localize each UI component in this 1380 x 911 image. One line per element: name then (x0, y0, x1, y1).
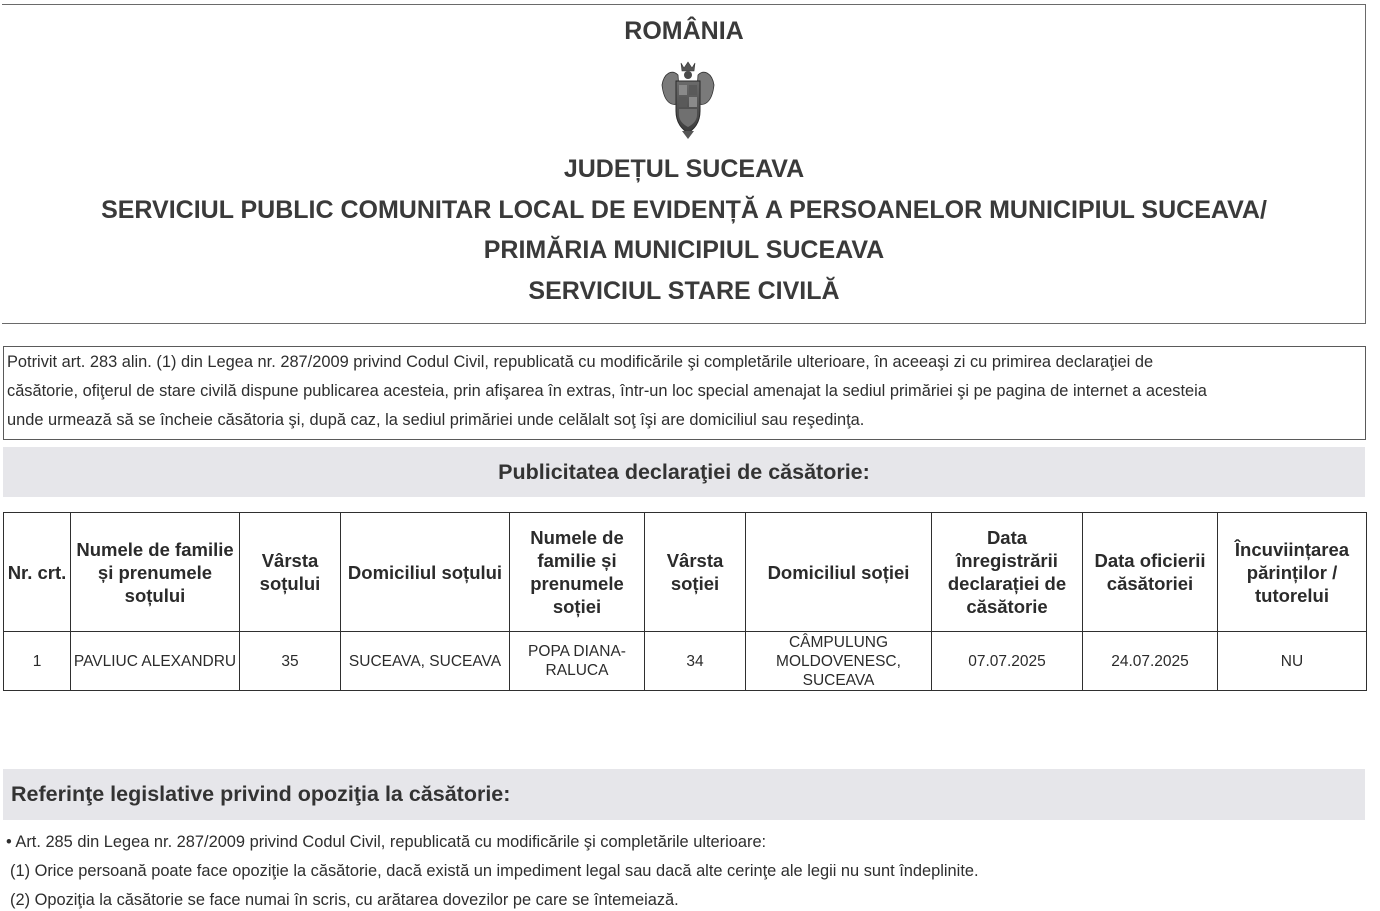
column-header: Vârsta soției (645, 513, 746, 632)
column-header: Domiciliul soției (746, 513, 932, 632)
column-header: Încuviințarea părinților / tutorelui (1218, 513, 1367, 632)
intro-line-1: Potrivit art. 283 alin. (1) din Legea nr. 287/2009 privind Codul Civil, republicată cu modificările şi completările ulterioare, în aceeaşi zi cu primirea declaraţiei de (7, 353, 1154, 371)
table-header-row (4, 513, 1367, 632)
reference-item: (2) Opoziţia la căsătorie se face numai în scris, cu arătarea dovezilor pe care se întemeiază. (10, 891, 679, 909)
table-cell: 1 (4, 632, 71, 691)
column-header: Data oficierii căsătoriei (1083, 513, 1218, 632)
table-cell: 24.07.2025 (1083, 632, 1218, 691)
table-row (4, 632, 1367, 691)
column-header: Numele de familie și prenumele soției (510, 513, 645, 632)
legal-intro-paragraph (3, 346, 1366, 440)
table-cell: 34 (645, 632, 746, 691)
references-section-band (3, 769, 1365, 820)
service-title-line2: PRIMĂRIA MUNICIPIUL SUCEAVA (483, 236, 885, 264)
department-title: SERVICIUL STARE CIVILĂ (528, 277, 840, 305)
table-cell: PAVLIUC ALEXANDRU (71, 632, 240, 691)
service-title-line1: SERVICIUL PUBLIC COMUNITAR LOCAL DE EVIDENȚĂ A PERSOANELOR MUNICIPIUL SUCEAVA/ (101, 196, 1267, 224)
reference-item: (1) Orice persoană poate face opoziţie la căsătorie, dacă există un impediment legal sau dacă alte cerinţe ale legii nu sunt îndeplinite. (10, 862, 979, 880)
declaration-section-band (3, 447, 1365, 497)
table-cell: 07.07.2025 (932, 632, 1083, 691)
intro-line-2: căsătorie, ofiţerul de stare civilă dispune publicarea acesteia, prin afişarea în extras, într-un loc special amenajat la sediul primăriei şi pe pagina de internet a acesteia (7, 382, 1207, 400)
table-cell: CÂMPULUNG MOLDOVENESC, SUCEAVA (746, 632, 932, 691)
column-header: Data înregistrării declarației de căsătorie (932, 513, 1083, 632)
table-cell: POPA DIANA-RALUCA (510, 632, 645, 691)
table-cell: 35 (240, 632, 341, 691)
intro-line-3: unde urmează să se încheie căsătoria şi, după caz, la sediul primăriei unde celălalt soţ îşi are domiciliul sau reşedinţa. (7, 411, 865, 429)
country-title: ROMÂNIA (624, 17, 744, 45)
references-section-title: Referinţe legislative privind opoziţia la căsătorie: (11, 782, 511, 806)
declaration-table (3, 512, 1367, 691)
column-header: Vârsta soțului (240, 513, 341, 632)
declaration-section-title: Publicitatea declaraţiei de căsătorie: (498, 460, 870, 484)
romanian-coat-of-arms-icon (660, 59, 716, 141)
table-cell: SUCEAVA, SUCEAVA (341, 632, 510, 691)
county-title: JUDEȚUL SUCEAVA (563, 155, 805, 183)
reference-item: • Art. 285 din Legea nr. 287/2009 privind Codul Civil, republicată cu modificările şi completările ulterioare: (6, 833, 767, 851)
column-header: Nr. crt. (4, 513, 71, 632)
table-cell: NU (1218, 632, 1367, 691)
document-header (2, 4, 1366, 324)
column-header: Domiciliul soțului (341, 513, 510, 632)
column-header: Numele de familie și prenumele soțului (71, 513, 240, 632)
